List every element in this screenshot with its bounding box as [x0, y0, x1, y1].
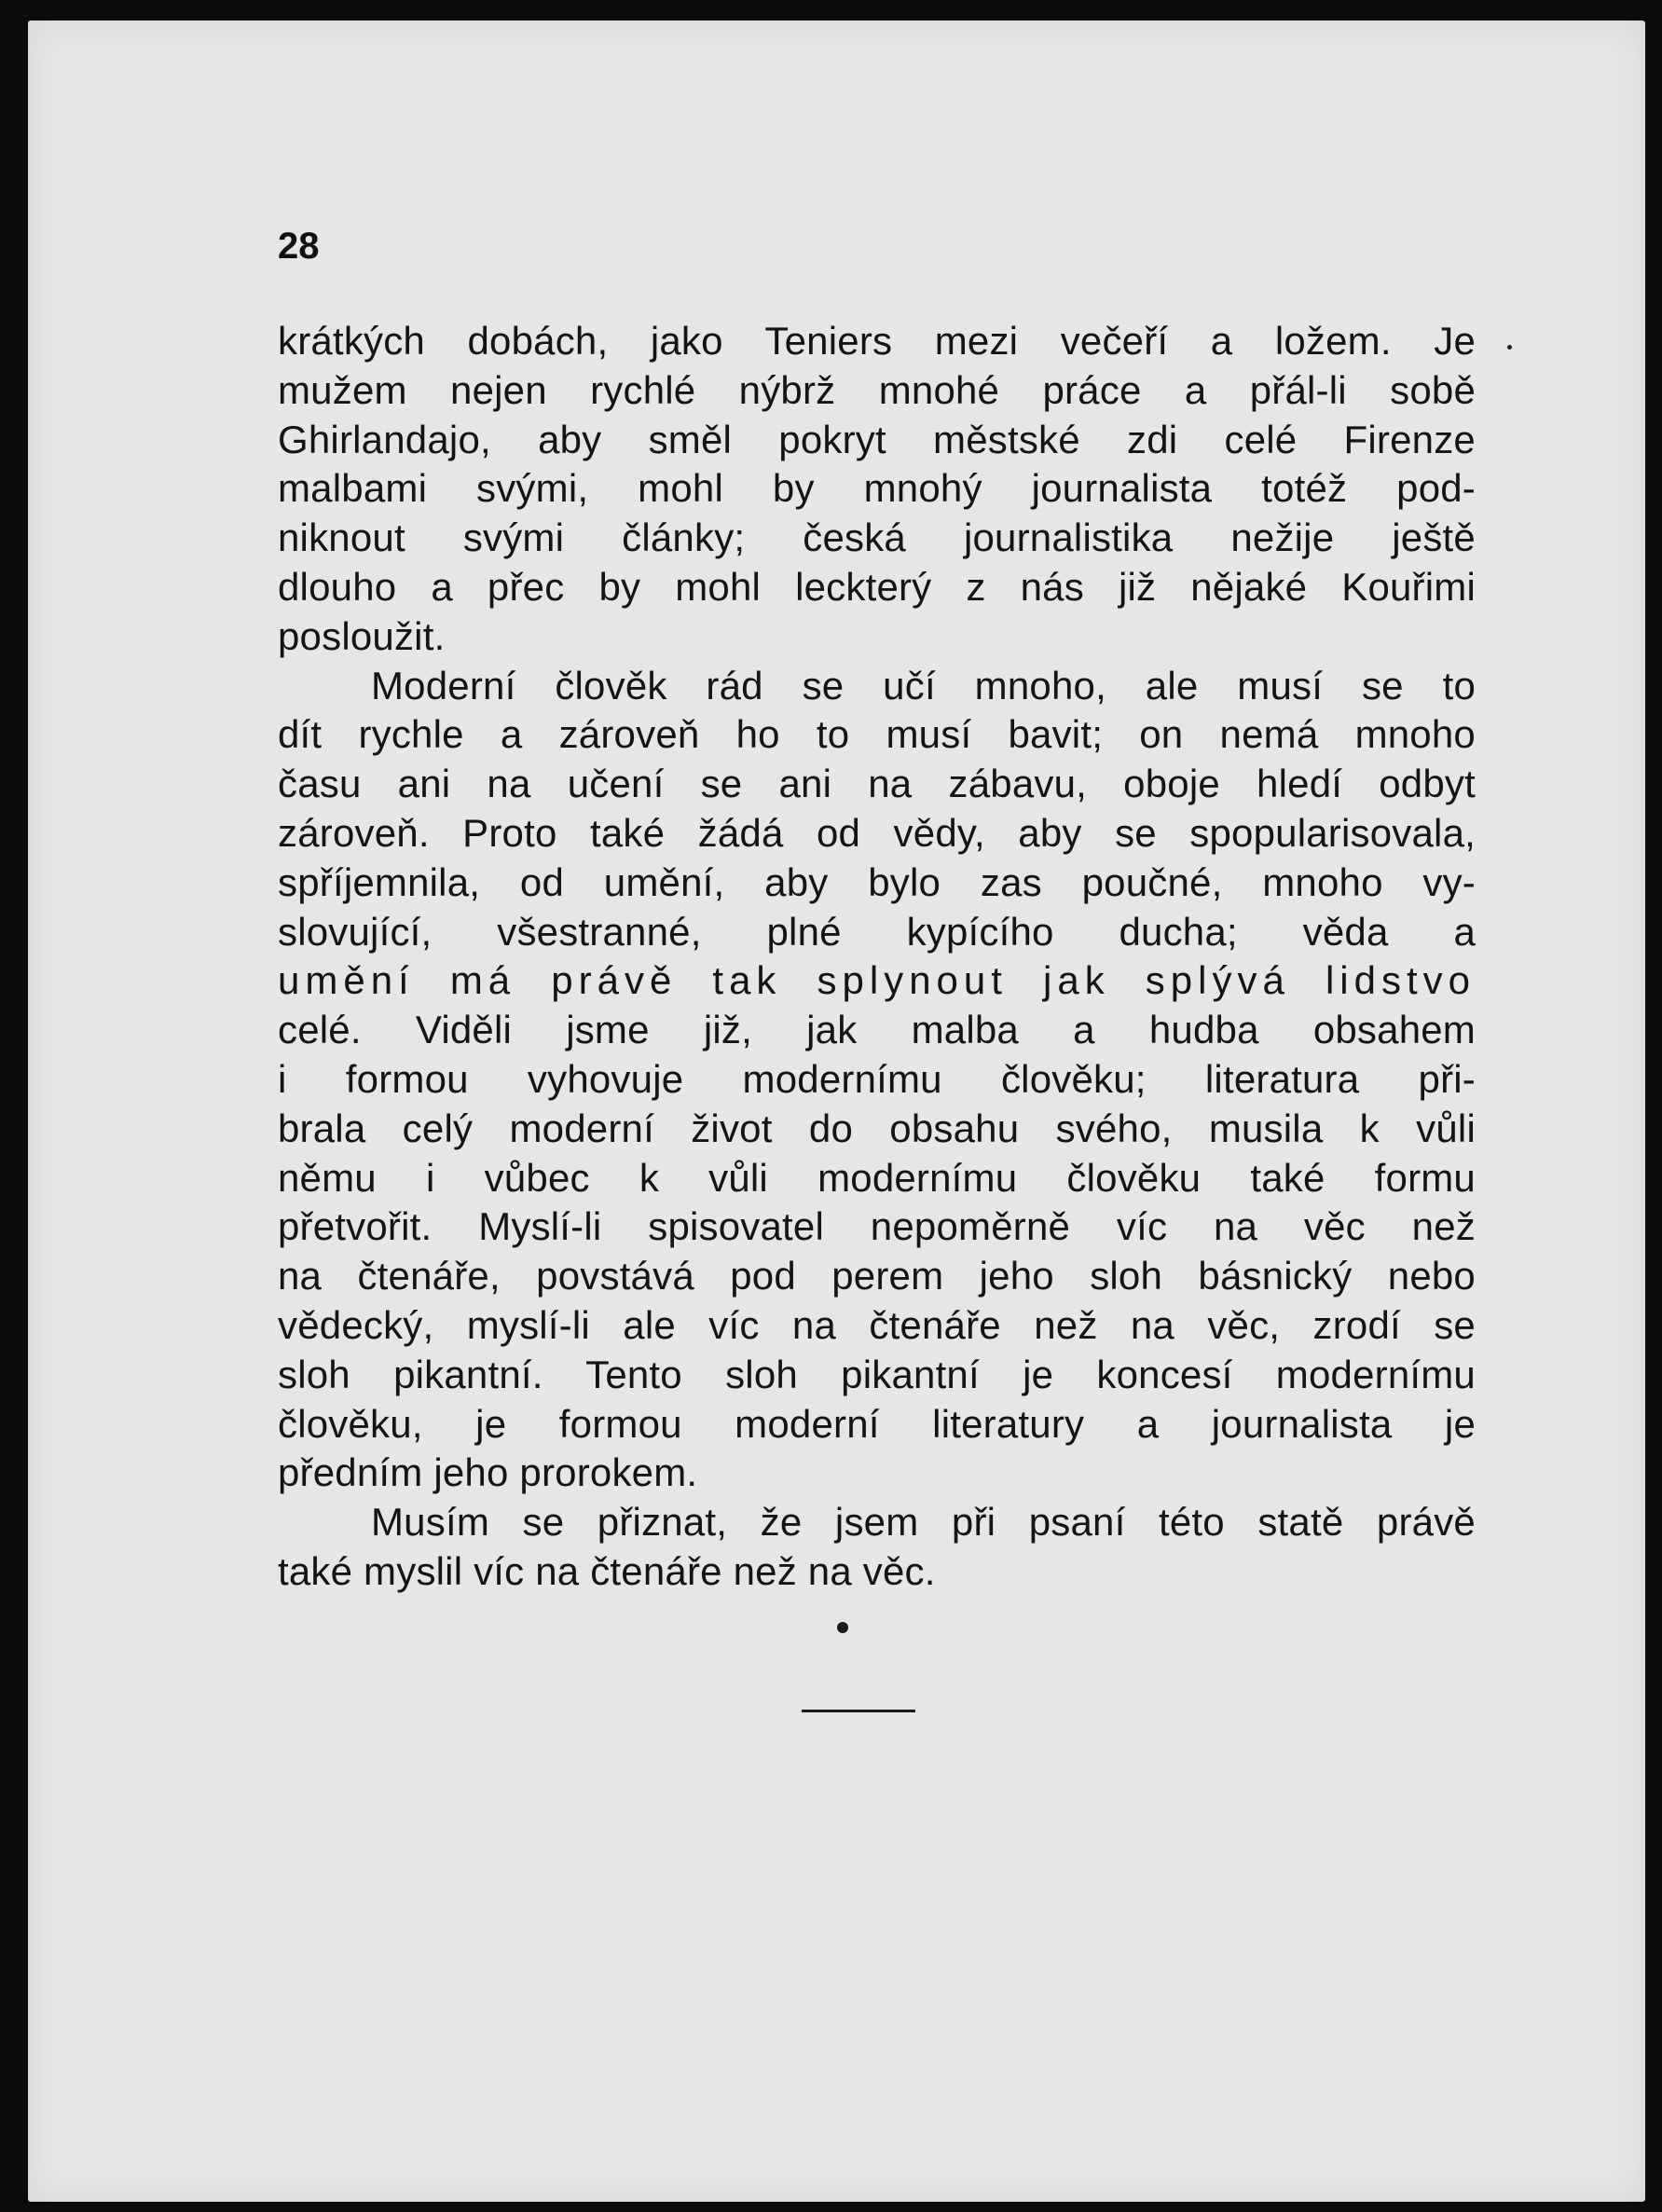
text-line: posloužit. — [278, 613, 446, 658]
text-line: němu i vůbec k vůli modernímu člověku také formu — [278, 1155, 1476, 1200]
text-line: na čtenáře, povstává pod perem jeho sloh básnický nebo — [278, 1254, 1476, 1298]
text-line: Ghirlandajo, aby směl pokryt městské zdi celé Firenze — [278, 417, 1476, 461]
page-number: 28 — [278, 226, 320, 267]
text-line: i formou vyhovuje modernímu člověku; literatura při- — [278, 1056, 1476, 1101]
text-line: sloh pikantní. Tento sloh pikantní je koncesí modernímu — [278, 1352, 1476, 1396]
text-line: také myslil víc na čtenáře než na věc. — [278, 1548, 936, 1593]
text-line: člověku, je formou moderní literatury a journalista je — [278, 1401, 1476, 1446]
text-line: celé. Viděli jsme již, jak malba a hudba obsahem — [278, 1008, 1476, 1052]
end-rule-divider — [802, 1710, 915, 1712]
text-line: niknout svými články; česká journalistika nežije ještě — [278, 515, 1476, 560]
text-line: malbami svými, mohl by mnohý journalista totéž pod- — [278, 466, 1476, 511]
paragraph-start-line: Moderní člověk rád se učí mnoho, ale musí se to — [371, 663, 1476, 708]
body-text — [278, 317, 1476, 1597]
text-line: krátkých dobách, jako Teniers mezi večeří a ložem. Je — [278, 319, 1476, 363]
text-line: slovující, všestranné, plné kypícího ducha; věda a — [278, 909, 1476, 954]
text-line: dlouho a přec by mohl leckterý z nás již nějaké Kouřimi — [278, 564, 1476, 609]
text-line: mužem nejen rychlé nýbrž mnohé práce a přál-li sobě — [278, 367, 1476, 412]
text-line: zároveň. Proto také žádá od vědy, aby se spopularisovala, — [278, 810, 1476, 855]
text-line: předním jeho prorokem. — [278, 1450, 698, 1495]
paragraph-start-line: Musím se přiznat, že jsem při psaní této statě právě — [371, 1500, 1476, 1545]
text-line: času ani na učení se ani na zábavu, oboje hledí odbyt — [278, 762, 1476, 806]
text-line: spříjemnila, od umění, aby bylo zas poučné, mnoho vy- — [278, 859, 1476, 904]
text-line: přetvořit. Myslí-li spisovatel nepoměrně víc na věc než — [278, 1204, 1476, 1249]
scanned-page — [28, 21, 1645, 2202]
text-line: brala celý moderní život do obsahu svého, musila k vůli — [278, 1106, 1476, 1150]
text-line: dít rychle a zároveň ho to musí bavit; on nemá mnoho — [278, 712, 1476, 757]
text-line: vědecký, myslí-li ale víc na čtenáře než na věc, zrodí se — [278, 1302, 1476, 1347]
scan-speck — [1507, 345, 1512, 350]
bullet-dot — [837, 1622, 848, 1633]
spaced-text-line: umění má právě tak splynout jak splývá lidstvo — [278, 958, 1476, 1003]
